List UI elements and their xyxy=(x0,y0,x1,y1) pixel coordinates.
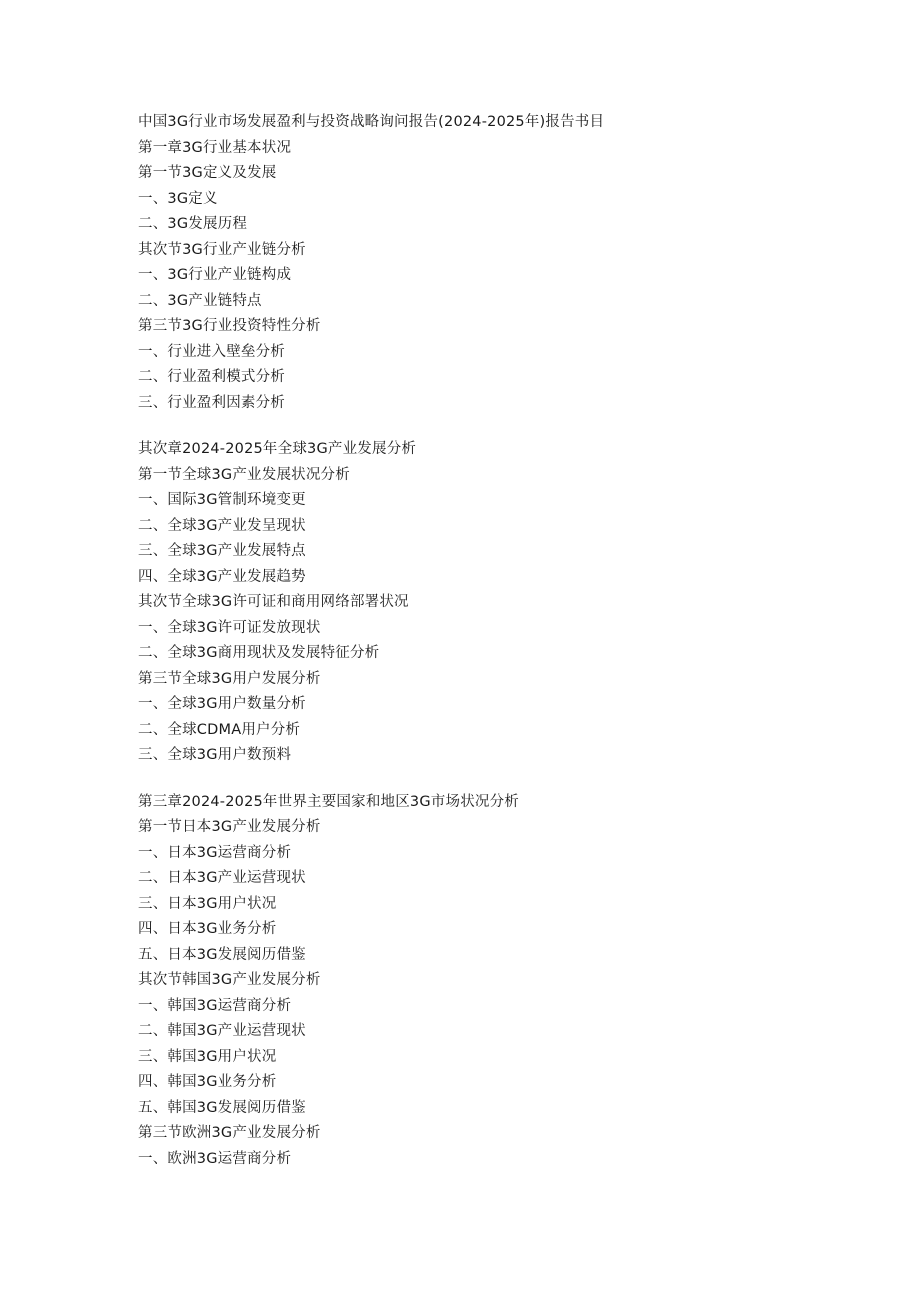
toc-line: 三、行业盈利因素分析 xyxy=(138,394,285,411)
toc-line: 四、全球3G产业发展趋势 xyxy=(138,568,306,585)
toc-line: 其次节韩国3G产业发展分析 xyxy=(138,972,321,988)
chapter-heading: 第一章3G行业基本状况 xyxy=(138,139,292,156)
toc-line: 一、全球3G许可证发放现状 xyxy=(138,619,321,636)
section-gap xyxy=(138,416,858,437)
toc-line: 三、日本3G用户状况 xyxy=(138,895,277,912)
toc-line: 第一节全球3G产业发展状况分析 xyxy=(138,466,350,483)
toc-line: 二、日本3G产业运营现状 xyxy=(138,870,306,886)
toc-line: 二、全球3G产业发呈现状 xyxy=(138,517,306,534)
chapter-heading: 第三章2024-2025年世界主要国家和地区3G市场状况分析 xyxy=(138,793,519,810)
toc-line: 其次节3G行业产业链分析 xyxy=(138,241,306,258)
toc-line: 其次节全球3G许可证和商用网络部署状况 xyxy=(138,594,409,610)
toc-line: 第三节3G行业投资特性分析 xyxy=(138,318,321,334)
toc-line: 第一节日本3G产业发展分析 xyxy=(138,819,321,835)
toc-line: 四、日本3G业务分析 xyxy=(138,921,277,937)
toc-line: 第三节全球3G用户发展分析 xyxy=(138,670,321,687)
toc-line: 五、日本3G发展阅历借鉴 xyxy=(138,946,306,963)
toc-line: 二、韩国3G产业运营现状 xyxy=(138,1023,306,1039)
chapter-2 xyxy=(138,437,858,769)
document-title: 中国3G行业市场发展盈利与投资战略询问报告(2024-2025年)报告书目 xyxy=(138,114,605,130)
document-page xyxy=(138,110,858,1172)
toc-line: 一、欧洲3G运营商分析 xyxy=(138,1150,292,1167)
toc-line: 五、韩国3G发展阅历借鉴 xyxy=(138,1099,306,1116)
toc-line: 一、国际3G管制环境变更 xyxy=(138,492,306,508)
toc-line: 一、3G定义 xyxy=(138,190,218,207)
toc-line: 三、全球3G产业发展特点 xyxy=(138,543,306,559)
toc-line: 第三节欧洲3G产业发展分析 xyxy=(138,1125,321,1141)
toc-line: 二、全球3G商用现状及发展特征分析 xyxy=(138,645,380,661)
toc-line: 一、3G行业产业链构成 xyxy=(138,267,292,283)
toc-line: 一、全球3G用户数量分析 xyxy=(138,696,306,712)
chapter-3 xyxy=(138,790,858,1173)
toc-line: 一、韩国3G运营商分析 xyxy=(138,997,292,1014)
chapter-heading: 其次章2024-2025年全球3G产业发展分析 xyxy=(138,441,417,457)
toc-line: 四、韩国3G业务分析 xyxy=(138,1074,277,1090)
section-gap xyxy=(138,769,858,790)
toc-line: 二、3G产业链特点 xyxy=(138,292,262,309)
toc-line: 第一节3G定义及发展 xyxy=(138,165,277,181)
toc-line: 一、行业进入壁垒分析 xyxy=(138,343,285,360)
toc-line: 三、全球3G用户数预料 xyxy=(138,747,292,763)
toc-line: 一、日本3G运营商分析 xyxy=(138,844,292,861)
toc-line: 二、行业盈利模式分析 xyxy=(138,369,285,385)
toc-line: 二、全球CDMA用户分析 xyxy=(138,721,301,738)
toc-line: 二、3G发展历程 xyxy=(138,216,248,232)
toc-line: 三、韩国3G用户状况 xyxy=(138,1048,277,1065)
chapter-1 xyxy=(138,136,858,417)
